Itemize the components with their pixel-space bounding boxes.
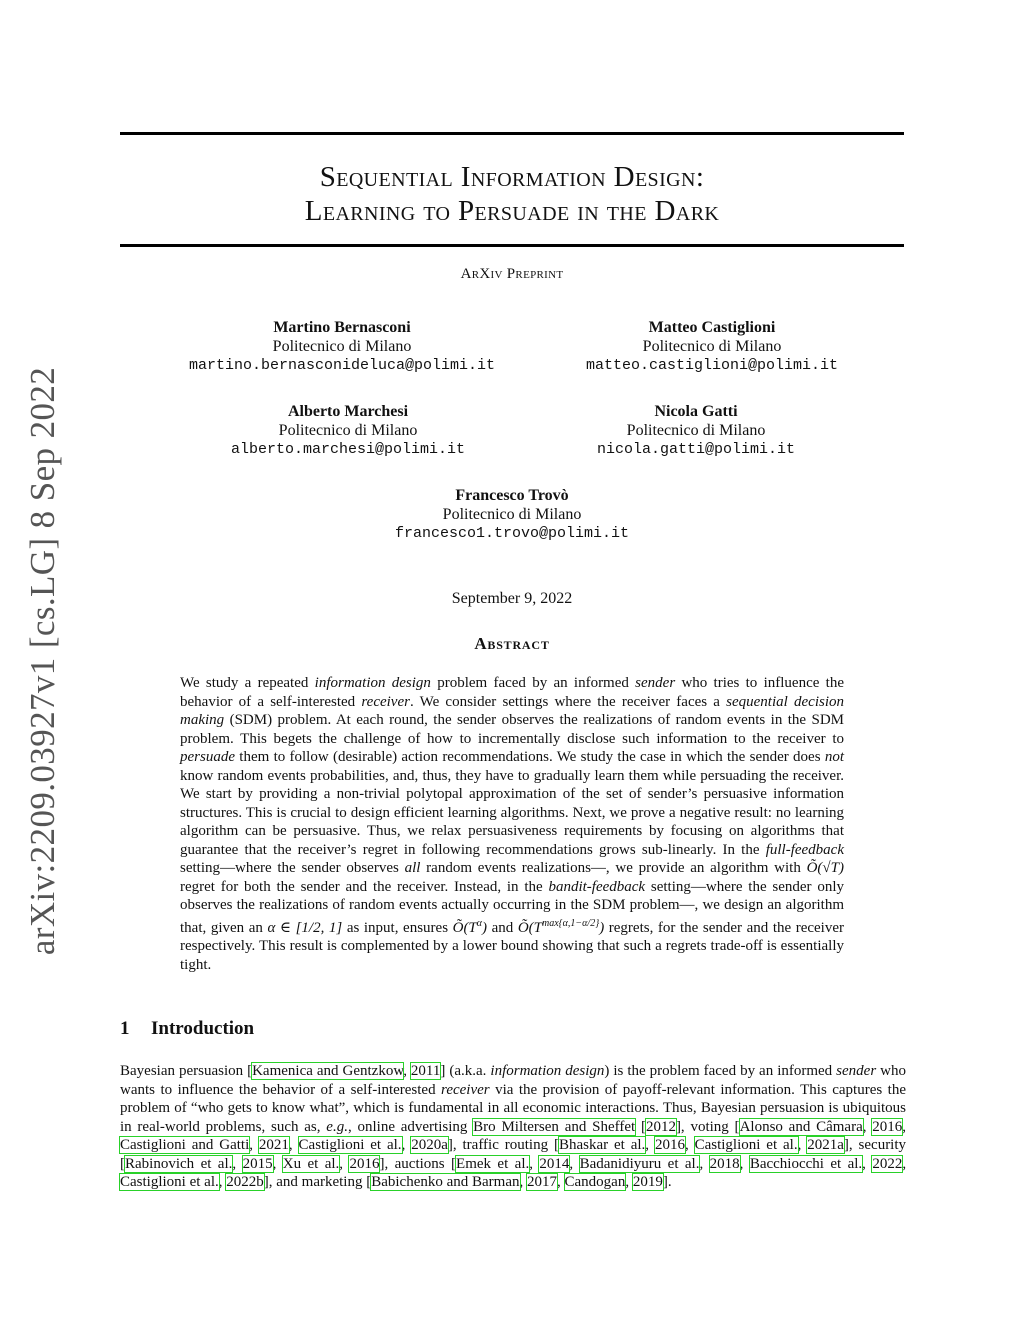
abstract-text: regrets, for the sender and the receiver respectively. This result is complemented by a lower bound showing that such a regrets trade-off is essentially tight. [180, 919, 844, 973]
citation-link[interactable]: 2020a [411, 1137, 448, 1153]
paper-date: September 9, 2022 [451, 590, 573, 607]
intro-text: , [529, 1155, 540, 1172]
intro-emphasis: receiver [441, 1081, 490, 1098]
math-superscript: max{α,1−α/2} [542, 917, 600, 929]
citation-link[interactable]: 2019 [632, 1174, 663, 1190]
citation-link[interactable]: Babichenko and Barman [371, 1174, 520, 1190]
intro-emphasis: e.g. [326, 1118, 348, 1135]
intro-text: , [557, 1174, 565, 1190]
intro-text: ], traffic routing [ [447, 1137, 559, 1153]
section-title: Introduction [151, 1018, 255, 1039]
title-top-rule [120, 132, 904, 135]
citation-link[interactable]: 2018 [709, 1155, 740, 1172]
citation-link[interactable]: 2016 [872, 1118, 903, 1135]
citation-link[interactable]: Castiglioni et al. [120, 1174, 219, 1190]
intro-text: who wants to influence the behavior of a self-interested [120, 1063, 906, 1098]
intro-text: ], voting [ [675, 1118, 740, 1135]
math-expression: Õ(√T) [806, 860, 844, 876]
intro-text: , [339, 1155, 350, 1172]
intro-text: ) is the problem faced by an informed [604, 1063, 837, 1079]
intro-text: Bayesian persuasion [ [120, 1063, 253, 1079]
intro-text: , [403, 1063, 411, 1079]
author-affiliation: Politecnico di Milano [626, 422, 766, 439]
citation-link[interactable]: 2012 [645, 1118, 676, 1135]
intro-text: , [645, 1137, 655, 1153]
author-affiliation: Politecnico di Milano [642, 338, 782, 355]
citation-link[interactable]: Emek et al. [456, 1155, 530, 1172]
intro-emphasis: information design [490, 1063, 605, 1079]
citation-link[interactable]: 2022b [226, 1174, 264, 1190]
intro-text: , [569, 1155, 580, 1172]
citation-link[interactable]: Xu et al. [282, 1155, 340, 1172]
title-line-2: Learning to Persuade in the Dark [304, 195, 720, 227]
abstract-text: as input, ensures [342, 919, 453, 936]
intro-text: , [797, 1137, 808, 1153]
abstract-body [180, 674, 844, 974]
author-block [292, 486, 732, 543]
intro-text: ], auctions [ [379, 1155, 457, 1172]
author-name: Alberto Marchesi [287, 403, 409, 420]
abstract-text: who tries to influence the behavior of a self-interested [180, 675, 844, 710]
abstract-emphasis: all [404, 860, 421, 876]
intro-text: , [401, 1137, 412, 1153]
author-email[interactable]: nicola.gatti@polimi.it [596, 441, 796, 458]
paper-subtitle: ArXiv Preprint [460, 266, 564, 282]
abstract-text: them to follow (desirable) action recommendations. We study the case in which the sender does [235, 749, 825, 765]
math-superscript: α [476, 917, 483, 929]
intro-text: , [519, 1174, 528, 1190]
intro-text: , [902, 1155, 907, 1172]
citation-link[interactable]: Badanidiyuru et al. [579, 1155, 700, 1172]
abstract-emphasis: sequential decision making [180, 693, 844, 728]
arxiv-identifier[interactable]: arXiv:2209.03927v1 [cs.LG] 8 Sep 2022 [23, 366, 62, 956]
citation-link[interactable]: Castiglioni and Gatti [120, 1137, 250, 1153]
author-email[interactable]: francesco1.trovo@polimi.it [394, 525, 630, 542]
citation-link[interactable]: 2014 [539, 1155, 570, 1172]
section-number: 1 [120, 1018, 130, 1039]
intro-text: , [272, 1155, 283, 1172]
author-name: Francesco Trovò [455, 487, 569, 504]
intro-text: , [288, 1137, 299, 1153]
abstract-text: regret for both the sender and the receiver. Instead, in the [180, 878, 549, 895]
citation-link[interactable]: 2022 [872, 1155, 903, 1172]
intro-emphasis: sender [836, 1063, 877, 1079]
abstract-emphasis: not [824, 749, 844, 765]
author-email[interactable]: matteo.castiglioni@polimi.it [585, 357, 839, 374]
citation-link[interactable]: Bro Miltersen and Sheffet [473, 1118, 636, 1135]
math-expression [452, 917, 488, 936]
math-close: ) [599, 919, 605, 936]
intro-text: , online advertising [347, 1118, 474, 1135]
abstract-emphasis: bandit-feedback [548, 878, 646, 895]
author-block [476, 402, 916, 459]
citation-link[interactable]: Alonso and Câmara [739, 1118, 863, 1135]
citation-link[interactable]: 2017 [527, 1174, 558, 1190]
abstract-text: setting—where the sender only observes the realizations of random events actually occurring in the SDM problem—, we design an algorithm that, given an [180, 878, 844, 936]
citation-link[interactable]: Candogan [564, 1174, 626, 1190]
citation-link[interactable]: Castiglioni et al. [298, 1137, 402, 1153]
abstract-text: and [487, 919, 518, 936]
paper-title [120, 160, 904, 228]
citation-link[interactable]: 2021 [258, 1137, 289, 1153]
abstract-text: know random events probabilities, and, thus, they have to gradually learn them while persuading the receiver. We start by providing a non-trivial polytopal approximation of the set of sender’s persuasive information structures. This is crucial to design efficient learning algorithms. Next, we prove a negative result: no learning algorithm can be persuasive. Thus, we relax persuasiveness requirements by focusing on algorithms that guarantee that the receiver’s regret in following recommendations grows sub-linearly. In the [180, 767, 844, 858]
title-bottom-rule [120, 244, 904, 247]
math-base: Õ(T [517, 919, 543, 936]
citation-link[interactable]: Rabinovich et al. [125, 1155, 233, 1172]
citation-link[interactable]: Bhaskar et al. [558, 1137, 646, 1153]
abstract-heading: Abstract [474, 634, 550, 653]
abstract-text: random events realizations—, we provide an algorithm with [420, 860, 807, 876]
author-name: Nicola Gatti [654, 403, 738, 420]
intro-text: , [218, 1174, 227, 1190]
citation-link[interactable]: 2015 [242, 1155, 273, 1172]
intro-text: , [739, 1155, 750, 1172]
author-affiliation: Politecnico di Milano [272, 338, 412, 355]
author-email[interactable]: alberto.marchesi@polimi.it [230, 441, 466, 458]
citation-link[interactable]: 2016 [654, 1137, 685, 1153]
intro-text: ], and marketing [ [263, 1174, 372, 1190]
intro-text: [ [635, 1118, 646, 1135]
intro-text: ], security [ [120, 1137, 907, 1172]
abstract-emphasis: information design [314, 675, 431, 691]
intro-text: , [862, 1155, 873, 1172]
intro-text: , [902, 1118, 907, 1135]
author-block [492, 318, 932, 375]
abstract-text: problem faced by an informed [430, 675, 636, 691]
math-expression: α ∈ [1/2, 1] [267, 919, 343, 936]
title-line-1: Sequential Information Design: [319, 161, 705, 193]
intro-text: , [232, 1155, 243, 1172]
author-affiliation: Politecnico di Milano [278, 422, 418, 439]
author-affiliation: Politecnico di Milano [442, 506, 582, 523]
math-base: Õ(T [452, 919, 477, 936]
abstract-text: setting—where the sender observes [180, 860, 405, 876]
intro-text: , [862, 1118, 873, 1135]
abstract-emphasis: sender [635, 675, 676, 691]
intro-text: , [625, 1174, 633, 1190]
abstract-text: . We consider settings where the receiver faces a [409, 693, 727, 710]
arxiv-sidebar [22, 362, 64, 960]
abstract-text: We study a repeated [180, 675, 315, 691]
math-close: ) [482, 919, 488, 936]
author-name: Martino Bernasconi [273, 319, 411, 336]
math-expression [517, 917, 605, 936]
abstract-emphasis: full-feedback [765, 841, 844, 858]
section-heading [120, 1018, 254, 1040]
intro-text: , [699, 1155, 710, 1172]
citation-link[interactable]: Bacchiocchi et al. [749, 1155, 863, 1172]
author-name: Matteo Castiglioni [648, 319, 776, 336]
intro-text: , [249, 1137, 259, 1153]
citation-link[interactable]: 2016 [349, 1155, 380, 1172]
abstract-emphasis: receiver [361, 693, 410, 710]
intro-paragraph [120, 1062, 906, 1192]
intro-text: via the provision of payoff-relevant information. This captures the problem of “who gets to know what”, which is fundamental in all economic interactions. Thus, Bayesian persuasion is ubiquitous in real-world problems, such as, [120, 1081, 906, 1135]
abstract-text: (SDM) problem. At each round, the sender observes the realizations of random events in the SDM problem. This begets the challenge of how to incrementally disclose such information to the receiver to [180, 712, 844, 747]
intro-text: ]. [662, 1174, 672, 1190]
intro-text: ] (a.k.a. [440, 1063, 491, 1079]
abstract-emphasis: persuade [180, 749, 235, 765]
author-email[interactable]: martino.bernasconideluca@polimi.it [188, 357, 496, 374]
citation-link[interactable]: 2011 [410, 1063, 441, 1079]
intro-text: , [684, 1137, 695, 1153]
citation-link[interactable]: Kamenica and Gentzkow [252, 1063, 404, 1079]
citation-link[interactable]: Castiglioni et al. [694, 1137, 798, 1153]
citation-link[interactable]: 2021a [807, 1137, 844, 1153]
